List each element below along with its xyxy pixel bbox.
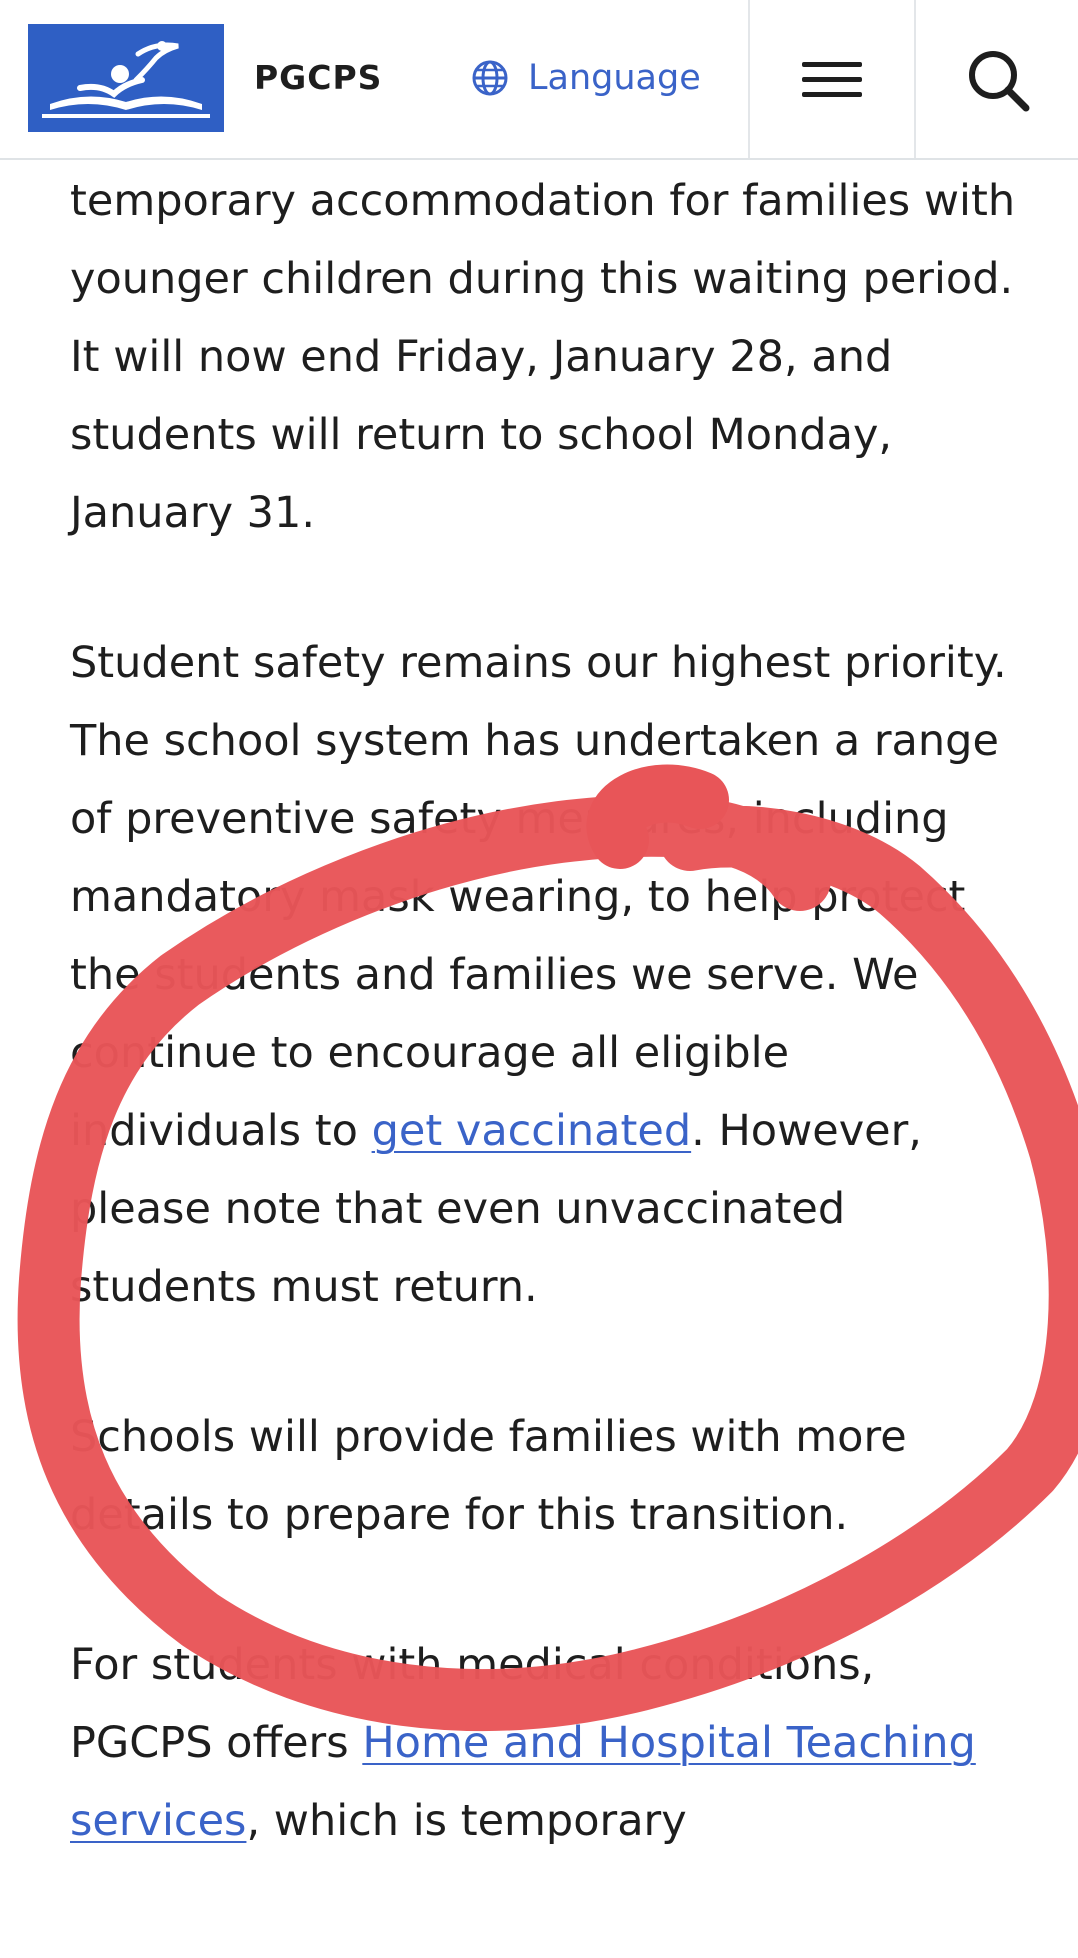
home-and-hospital-teaching-link[interactable]: Home and Hospital Teaching services (70, 1718, 976, 1846)
language-selector[interactable] (470, 50, 701, 106)
site-header (0, 0, 1078, 160)
article-paragraph: temporary accommodation for families with younger children during this waiting period. It will now end Friday, January 28, and students will return to school Monday, January 31. (70, 176, 1016, 538)
paragraph-text: Student safety remains our highest priority. The school system has undertaken a range of preventive safety measures, including mandatory mask wearing, to help protect the students and families we serve. We continue to encourage all eligible individuals to (70, 638, 1007, 1156)
header-divider (748, 0, 750, 158)
article-paragraph (70, 624, 1030, 1326)
search-icon (966, 48, 1030, 112)
open-book-reader-logo-icon (28, 24, 224, 132)
menu-button[interactable] (752, 30, 912, 130)
paragraph-text: . However, please note that even unvaccinated students must return. (70, 1106, 922, 1312)
search-button[interactable] (918, 30, 1078, 130)
paragraph-text: , which is temporary (246, 1796, 687, 1846)
article-body (70, 128, 1030, 1932)
hamburger-menu-icon (800, 60, 864, 100)
globe-icon (470, 58, 510, 98)
get-vaccinated-link[interactable]: get vaccinated (371, 1106, 692, 1156)
pgcps-logo[interactable] (28, 24, 224, 132)
header-divider (914, 0, 916, 158)
paragraph-text: For students with medical conditions, PGCPS offers (70, 1640, 875, 1768)
language-label: Language (528, 58, 701, 98)
brand-name[interactable]: PGCPS (254, 58, 383, 97)
article-paragraph (70, 1626, 1030, 1860)
article-paragraph: Schools will provide families with more details to prepare for this transition. (70, 1412, 907, 1540)
